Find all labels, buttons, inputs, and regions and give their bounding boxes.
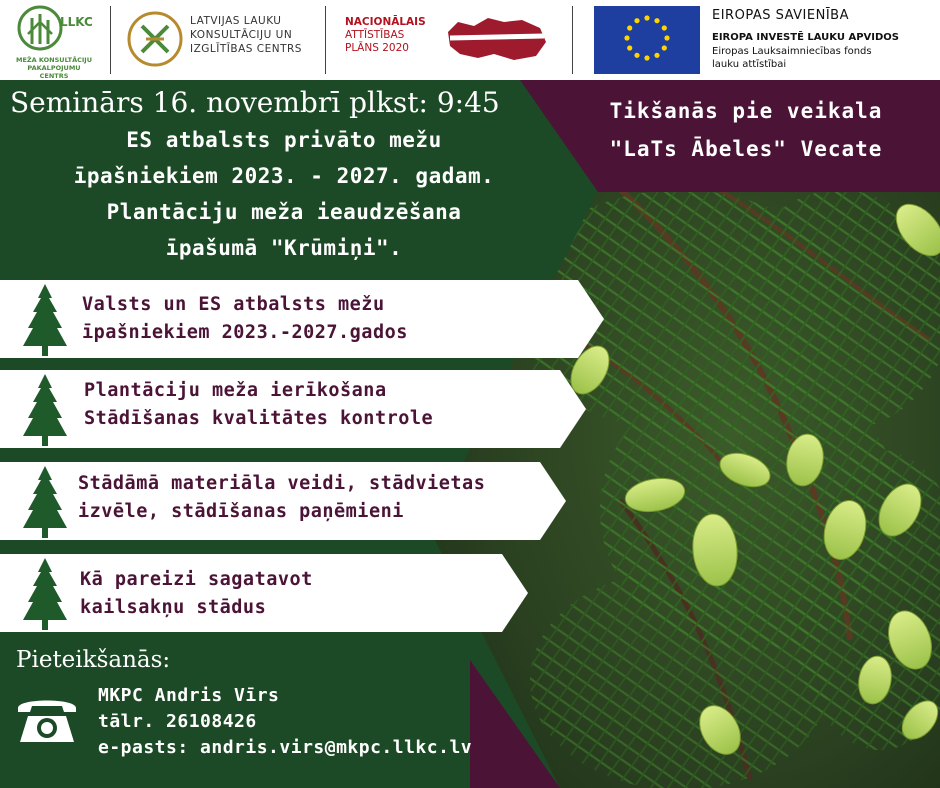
lauku-line: LATVIJAS LAUKU <box>190 15 282 27</box>
llkc-logo-icon <box>14 4 96 56</box>
eu-title: EIROPAS SAVIENĪBA <box>712 8 849 23</box>
agenda-line: izvēle, stādīšanas paņēmieni <box>78 501 404 522</box>
eu-line: Eiropas Lauksaimniecības fonds <box>712 46 872 57</box>
headline-line: īpašumā "Krūmiņi". <box>165 236 403 260</box>
meeting-place <box>560 92 932 168</box>
agenda-line: Stādāmā materiāla veidi, stādvietas <box>78 473 486 494</box>
agenda-line: Kā pareizi sagatavot <box>80 569 313 590</box>
agenda-text <box>80 566 313 622</box>
agenda-line: Valsts un ES atbalsts mežu <box>82 294 385 315</box>
rotary-telephone-icon <box>14 694 80 746</box>
eu-flag-icon <box>594 6 700 74</box>
agenda-item <box>0 554 530 632</box>
agenda-item <box>0 370 588 448</box>
divider <box>325 6 326 74</box>
seminar-headline <box>18 122 550 266</box>
contact-phone[interactable]: tālr. 26108426 <box>98 711 257 732</box>
agenda-line: Stādīšanas kvalitātes kontrole <box>84 408 434 429</box>
agenda-item <box>0 462 568 540</box>
lauku-centrs-name <box>190 14 302 56</box>
llkc-mark-text: LLKC <box>60 15 93 29</box>
headline-line: ES atbalsts privāto mežu <box>126 128 442 152</box>
meeting-line: Tikšanās pie veikala <box>609 99 883 123</box>
agenda-line: Plantāciju meža ierīkošana <box>84 380 387 401</box>
agenda-line: īpašniekiem 2023.-2027.gados <box>82 322 408 343</box>
lauku-centrs-logo-icon <box>126 10 184 68</box>
agenda-text <box>82 291 408 347</box>
spruce-tree-icon <box>22 466 68 538</box>
agenda-line: kailsakņu stādus <box>80 597 267 618</box>
signup-label: Pieteikšanās: <box>16 647 171 673</box>
latvia-map-icon <box>444 14 550 64</box>
contact-email[interactable]: e-pasts: andris.virs@mkpc.llkc.lv <box>98 737 473 758</box>
headline-line: Plantāciju meža ieaudzēšana <box>106 200 462 224</box>
divider <box>110 6 111 74</box>
lauku-line: IZGLĪTĪBAS CENTRS <box>190 43 302 55</box>
contact-block <box>98 683 472 761</box>
nap-line: ATTĪSTĪBAS <box>345 29 405 41</box>
seminar-date-line: Seminārs 16. novembrī plkst: 9:45 <box>10 86 500 119</box>
contact-name: MKPC Andris Vīrs <box>98 685 280 706</box>
nap-line: PLĀNS 2020 <box>345 42 409 54</box>
lauku-line: KONSULTĀCIJU UN <box>190 29 293 41</box>
headline-line: īpašniekiem 2023. - 2027. gadam. <box>73 164 495 188</box>
divider <box>572 6 573 74</box>
nap-2020-name <box>345 16 426 55</box>
eu-line: EIROPA INVESTĒ LAUKU APVIDOS <box>712 32 900 43</box>
agenda-text <box>84 377 433 433</box>
agenda-item <box>0 280 606 358</box>
spruce-tree-icon <box>22 284 68 356</box>
agenda-text <box>78 470 485 526</box>
spruce-tree-icon <box>22 558 68 630</box>
meeting-line: "LaTs Ābeles" Vecate <box>609 137 883 161</box>
spruce-tree-icon <box>22 374 68 446</box>
nap-line: NACIONĀLAIS <box>345 16 426 28</box>
llkc-caption: MEŽA KONSULTĀCIJU PAKALPOJUMU CENTRS <box>15 56 92 80</box>
logo-strip <box>0 0 940 80</box>
eu-line: lauku attīstībai <box>712 59 787 70</box>
